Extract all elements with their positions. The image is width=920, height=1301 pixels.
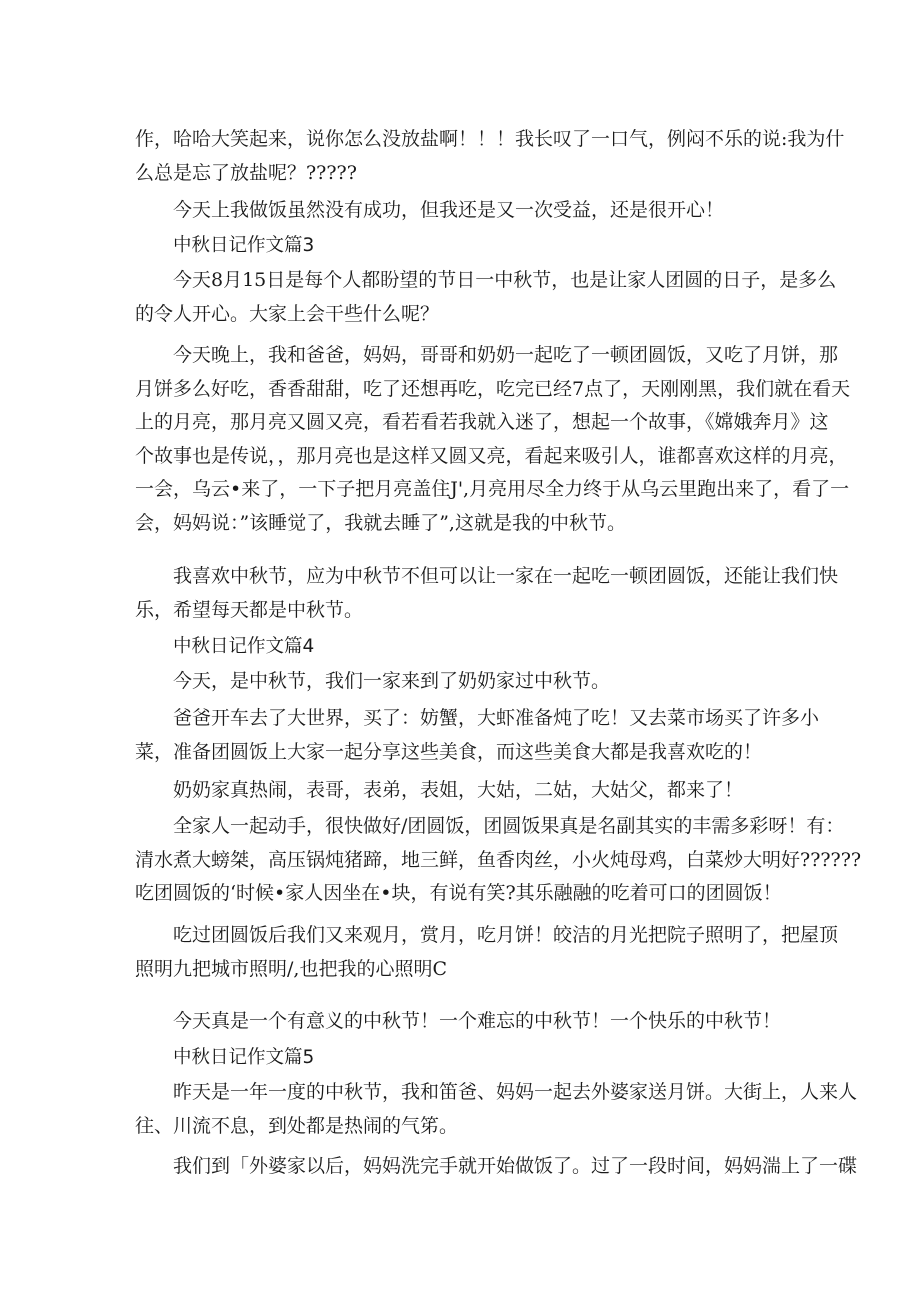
paragraph-3 [135,264,837,331]
section-heading-4: 中秋日记作文篇4 [173,636,315,657]
text-line: 菜，准备团圆饭上大家一起分享这些美食，而这些美食大都是我喜欢吃的！ [135,740,763,763]
paragraph-9 [135,810,862,911]
text-line: 全家人一起动手，很快做好/团圆饭，团圆饭果真是名副其实的丰需多彩呀！有： [173,815,845,837]
paragraph-5 [135,560,839,627]
text-line: 今天上我做饭虽然没有成功，但我还是又一次受益，还是很开心！ [173,199,725,221]
section-heading-5: 中秋日记作文篇5 [173,1047,315,1068]
text-line: 的令人开心。大家上会干些什么呢？ [135,302,440,325]
paragraph-7 [135,702,820,769]
text-line: 奶奶家真热闹，表哥，表弟，表姐，大姑，二姑，大姑父，都来了！ [173,779,744,801]
text-line: 一会，乌云•来了，一下子把月亮盖住J',月亮用尽全力终于从乌云里跑出来了，看了一 [135,478,850,500]
text-line: 作，哈哈大笑起来，说你怎么没放盐啊！！！我长叹了一口气，例闷不乐的说:我为什 [135,128,845,150]
paragraph-8 [135,774,823,808]
text-line: 今天8月15日是每个人都盼望的节日一中秋节，也是让家人团圆的日子，是多么 [173,269,837,291]
section-heading-3: 中秋日记作文篇3 [173,235,315,256]
text-line: 个故事也是传说，，那月亮也是这样又圆又亮，看起来吸引人，谁都喜欢这样的月亮， [135,444,848,467]
paragraph-12 [135,1076,858,1143]
text-line: 吃过团圆饭后我们又来观月，赏月，吃月饼！皎洁的月光把院子照明了，把屋顶 [173,924,839,946]
text-line: 清水煮大螃桀，高压锅炖猪蹄，地三鲜，鱼香肉丝，小火炖母鸡，白菜炒大明好?????? [135,848,862,871]
text-line: 么总是忘了放盐呢？????? [135,161,357,184]
text-line: 今天，是中秋节，我们一家来到了奶奶家过中秋节。 [173,670,611,692]
text-line: 爸爸开车去了大世界，买了：妨蟹，大虾准备炖了吃！又去菜市场买了许多小 [173,707,820,729]
text-line: 乐，希望每天都是中秋节。 [135,598,364,621]
text-line: 月饼多么好吃，香香甜甜，吃了还想再吃，吃完已经7点了，天刚刚黑，我们就在看天 [135,377,851,400]
paragraph-10 [135,919,839,986]
paragraph-11 [135,1005,823,1039]
text-line: 往、川流不息，到处都是热闹的气笫。 [135,1114,459,1137]
text-line: 今天真是一个有意义的中秋节！一个难忘的中秋节！一个快乐的中秋节！ [173,1010,782,1032]
paragraph-13 [135,1150,858,1184]
paragraph-2 [135,194,823,228]
paragraph-4 [135,339,851,540]
paragraph-6 [135,665,823,699]
text-line: 上的月亮，那月亮又圆又亮，看若看若我就入迷了，想起一个故事，《嫦娥奔月》这 [135,411,829,433]
text-line: 照明九把城市照明/,也把我的心照明C [135,957,447,980]
text-line: 今天晚上，我和爸爸，妈妈，哥哥和奶奶一起吃了一顿团圆饭，又吃了月饼，那 [173,344,839,366]
text-line: 我们到「外婆家以后，妈妈洗完手就开始做饭了。过了一段时间，妈妈湍上了一碟 [173,1155,858,1177]
text-line: 昨天是一年一度的中秋节，我和笛爸、妈妈一起去外婆家送月饼。大街上，人来人 [173,1081,858,1103]
text-line: 吃团圆饭的‘时候•家人因坐在•块，有说有笑?其乐融融的吃着可口的团圆饭！ [135,882,782,904]
text-line: 我喜欢中秋节，应为中秋节不但可以让一家在一起吃一顿团圆饭，还能让我们快 [173,565,839,587]
text-line: 会，妈妈说：”该睡觉了，我就去睡了”,这就是我的中秋节。 [135,511,626,534]
paragraph-1 [135,123,845,190]
